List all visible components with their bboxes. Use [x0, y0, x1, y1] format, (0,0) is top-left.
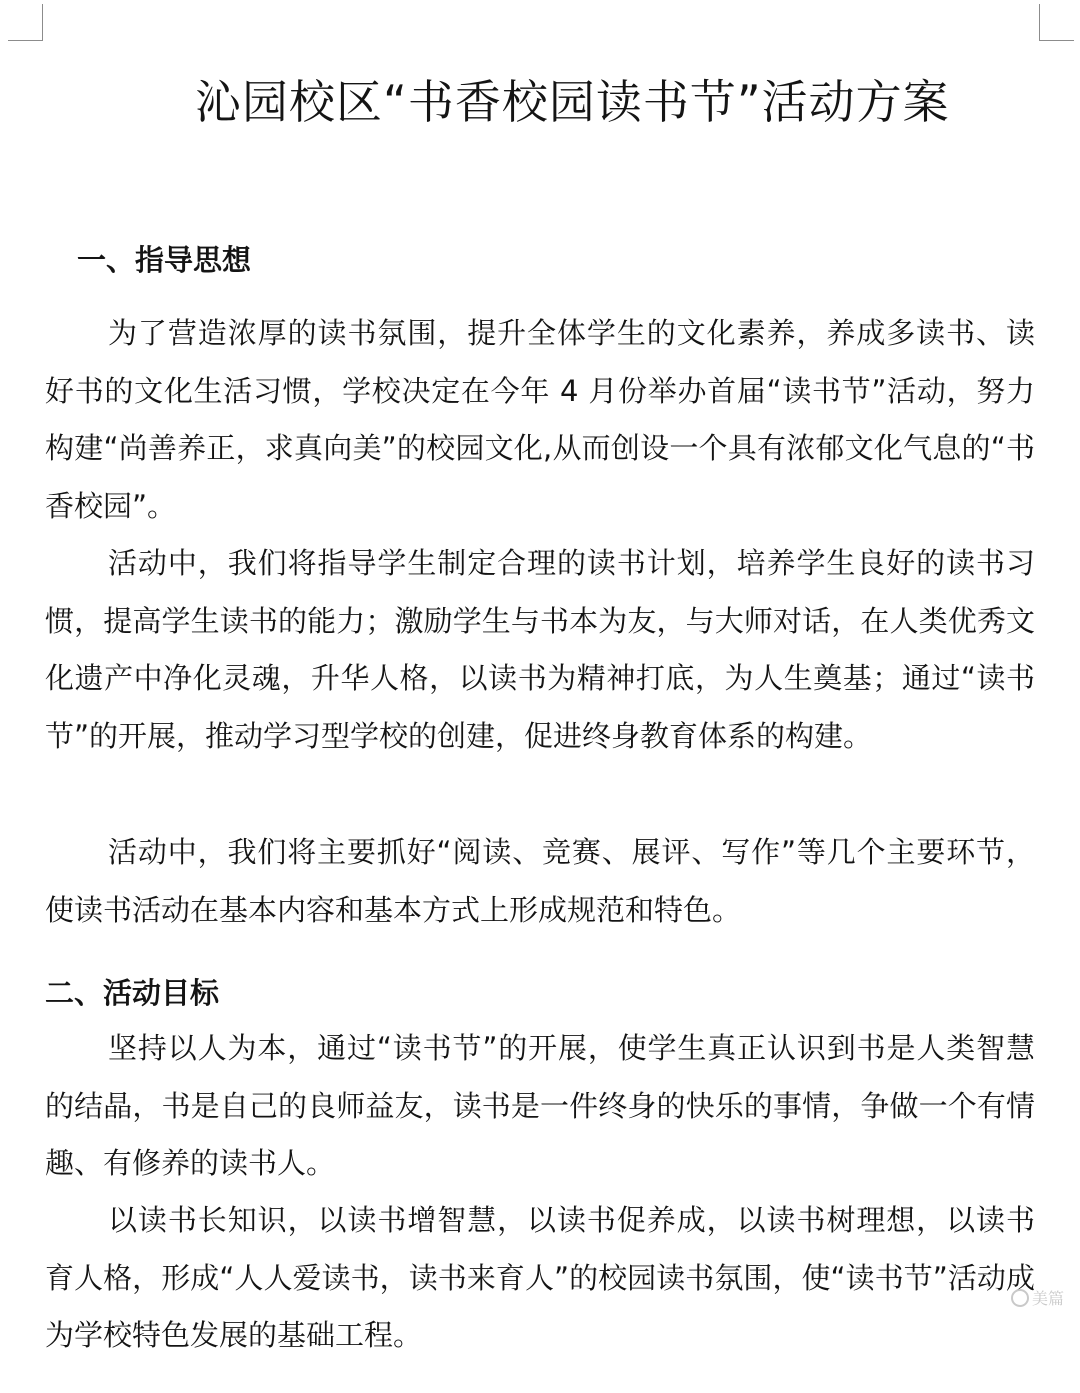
- section-heading-activity-goals: 二、活动目标: [45, 976, 220, 1010]
- paragraph: 活动中，我们将主要抓好“阅读、竞赛、展评、写作”等几个主要环节，使读书活动在基本内容和基本方式上形成规范和特色。: [45, 835, 1035, 927]
- meipian-logo-icon: [1011, 1289, 1029, 1307]
- crop-mark-top-right: [1039, 4, 1074, 41]
- paragraph: 以读书长知识，以读书增智慧，以读书促养成，以读书树理想，以读书育人格，形成“人人爱读书，读书来育人”的校园读书氛围，使“读书节”活动成 为学校特色发展的基础工程。: [45, 1203, 1035, 1353]
- section-heading-guiding-idea: 一、指导思想: [77, 243, 252, 277]
- paragraph: 坚持以人为本，通过“读书节”的开展，使学生真正认识到书是人类智慧的结晶，书是自己的良师益友，读书是一件终身的快乐的事情，争做一个有情趣、有修养的读书人。: [45, 1031, 1035, 1181]
- paragraph: 为了营造浓厚的读书氛围，提升全体学生的文化素养，养成多读书、读好书的文化生活习惯，学校决定在今年 4 月份举办首届“读书节”活动，努力构建“尚善养正，求真向美”的校园文化,从而创设一个具有浓郁文化气息的“书香校园”。: [45, 316, 1035, 523]
- document-title: 沁园校区“书香校园读书节”活动方案: [195, 75, 950, 129]
- watermark-text: 美篇: [1031, 1289, 1064, 1308]
- paragraph: 活动中，我们将指导学生制定合理的读书计划，培养学生良好的读书习惯，提高学生读书的能力；激励学生与书本为友，与大师对话，在人类优秀文化遗产中净化灵魂，升华人格，以读书为精神打底，为人生奠基；通过“读书节”的开展，推动学习型学校的创建，促进终身教育体系的构建。: [45, 546, 1035, 753]
- watermark: [1011, 1286, 1064, 1309]
- crop-mark-top-left: [8, 4, 43, 41]
